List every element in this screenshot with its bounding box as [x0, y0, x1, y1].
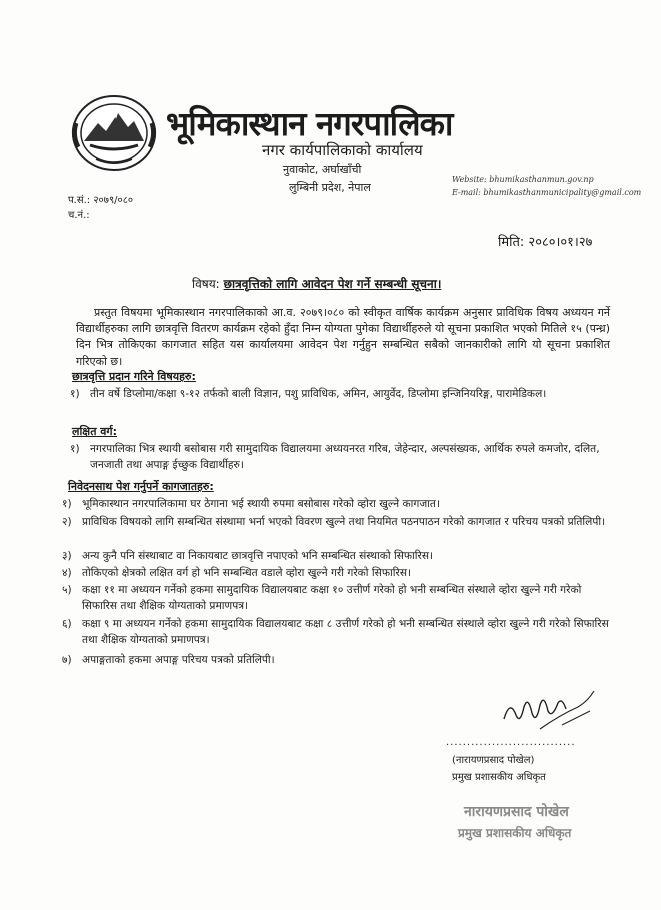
list-item-text: भूमिकास्थान नगरपालिकामा घर ठेगाना भई स्थायी रुपमा बसोबास गरेको व्होरा खुल्ने कागजात।: [82, 498, 440, 510]
list-item-number: ४): [62, 567, 72, 579]
letter-date: मिति: २०८०।०१।२७: [498, 235, 593, 250]
subject-line: [192, 275, 441, 292]
website-text: Website: bhumikasthanmun.gov.np: [452, 175, 594, 184]
list-item-number: १): [70, 388, 80, 400]
list-item-number: ६): [62, 618, 72, 630]
intro-paragraph: प्रस्तुत विषयमा भूमिकास्थान नगरपालिकाको आ.व. २०७९।०८० को स्वीकृत वार्षिक कार्यक्रम अनुसार प्राविधिक विषय अध्ययन गर्ने विद्यार्थीहरुका लागि छात्रवृत्ति वितरण कार्यक्रम रहेको हुँदा निम्न योग्यता पुगेका विद्यार्थीहरुले यो सूचना प्रकाशित भएको मितिले १५ (पन्ध्र) दिन भित्र तोकिएका कागजात सहित यस कार्यालयमा आवेदन पेश गर्नुहुन सम्बन्धित सबैको जानकारीको लागि यो सूचना प्रकाशित गरिएको छ।: [76, 306, 610, 368]
list-item-number: १): [62, 498, 72, 510]
office-province: लुम्बिनी प्रदेश, नेपाल: [289, 181, 371, 194]
signature-line: ...............................: [446, 737, 576, 748]
handwritten-signature-icon: [500, 685, 600, 735]
section-target-heading: लक्षित वर्ग:: [72, 425, 118, 438]
stamp-name: नारायणप्रसाद पोखेल: [464, 804, 569, 820]
list-item-text: प्राविधिक विषयको लागि सम्बन्धित संस्थामा भर्ना भएको विवरण खुल्ने तथा नियमित पठनपाठन गरेको कागजात र परिचय पत्रको प्रतिलिपी।: [82, 516, 606, 528]
list-item-number: ७): [62, 654, 72, 666]
list-item-text: कक्षा ९ मा अध्ययन गर्नेको हकमा सामुदायिक विद्यालयबाट कक्षा ८ उत्तीर्ण गरेको हो भनी सम्बन्धित संस्थाले व्होरा खुल्ने गरी गरेको सिफारिस तथा शैक्षिक योग्यताको प्रमाणपत्र।: [82, 618, 609, 646]
dispatch-number: च.नं.:: [68, 210, 90, 221]
municipality-emblem-icon: [70, 93, 158, 173]
office-place: नुवाकोट, अर्घाखाँची: [283, 163, 362, 176]
list-item-text: कक्षा ११ मा अध्ययन गर्नेको हकमा सामुदायिक विद्यालयबाट कक्षा १० उत्तीर्ण गरेको हो भनी सम्बन्धित संस्थाले व्होरा खुल्ने गरी गरेको सिफारिस तथा शैक्षिक योग्यताको प्रमाणपत्र।: [82, 584, 582, 612]
municipality-name: भूमिकास्थान नगरपालिका: [166, 104, 453, 143]
list-item-text: अपाङ्गताको हकमा अपाङ्ग परिचय पत्रको प्रतिलिपी।: [82, 654, 275, 666]
list-item-text: तीन वर्षे डिप्लोमा/कक्षा ९-१२ तर्फको बाली विज्ञान, पशु प्राविधिक, अमिन, आयुर्वेद, डिप्लोमा इन्जिनियरिङ्ग, पारामेडिकल।: [90, 388, 547, 400]
list-item-text: नगरपालिका भित्र स्थायी बसोबास गरी सामुदायिक विद्यालयमा अध्ययनरत गरिब, जेहेन्दार, अल्पसंख्यक, आर्थिक रुपले कमजोर, दलित, जनजाती तथा अपाङ्ग ईच्छुक विद्यार्थीहरु।: [90, 443, 600, 471]
office-name: नगर कार्यपालिकाको कार्यालय: [262, 141, 423, 159]
signatory-name: (नारायणप्रसाद पोखेल): [452, 755, 535, 766]
list-item-number: ३): [62, 550, 72, 562]
list-item-text: तोकिएको क्षेत्रको लक्षित वर्ग हो भनि सम्बन्धित वडाले व्होरा खुल्ने गरी गरेको सिफारिस।: [82, 567, 411, 579]
subject-text: छात्रवृत्तिको लागि आवेदन पेश गर्ने सम्बन्धी सूचना।: [223, 277, 442, 291]
section-subjects-heading: छात्रवृत्ति प्रदान गरिने विषयहरु:: [72, 370, 196, 383]
reference-number: प.सं.: २०७९/०८०: [68, 195, 134, 206]
section-documents-heading: निवेदनसाथ पेश गर्नुपर्ने कागजातहरु:: [68, 480, 214, 493]
list-item-number: ५): [62, 584, 72, 596]
subject-prefix: विषय:: [192, 277, 220, 291]
email-text: E-mail: bhumikasthanmunicipality@gmail.com: [452, 188, 642, 197]
list-item-number: २): [62, 516, 72, 528]
signatory-designation: प्रमुख प्रशासकीय अधिकृत: [452, 772, 546, 783]
list-item-number: १): [70, 443, 80, 455]
stamp-designation: प्रमुख प्रशासकीय अधिकृत: [458, 826, 572, 840]
list-item-text: अन्य कुनै पनि संस्थाबाट वा निकायबाट छात्रवृत्ति नपाएको भनि सम्बन्धित संस्थाको सिफारिस।: [82, 550, 434, 562]
